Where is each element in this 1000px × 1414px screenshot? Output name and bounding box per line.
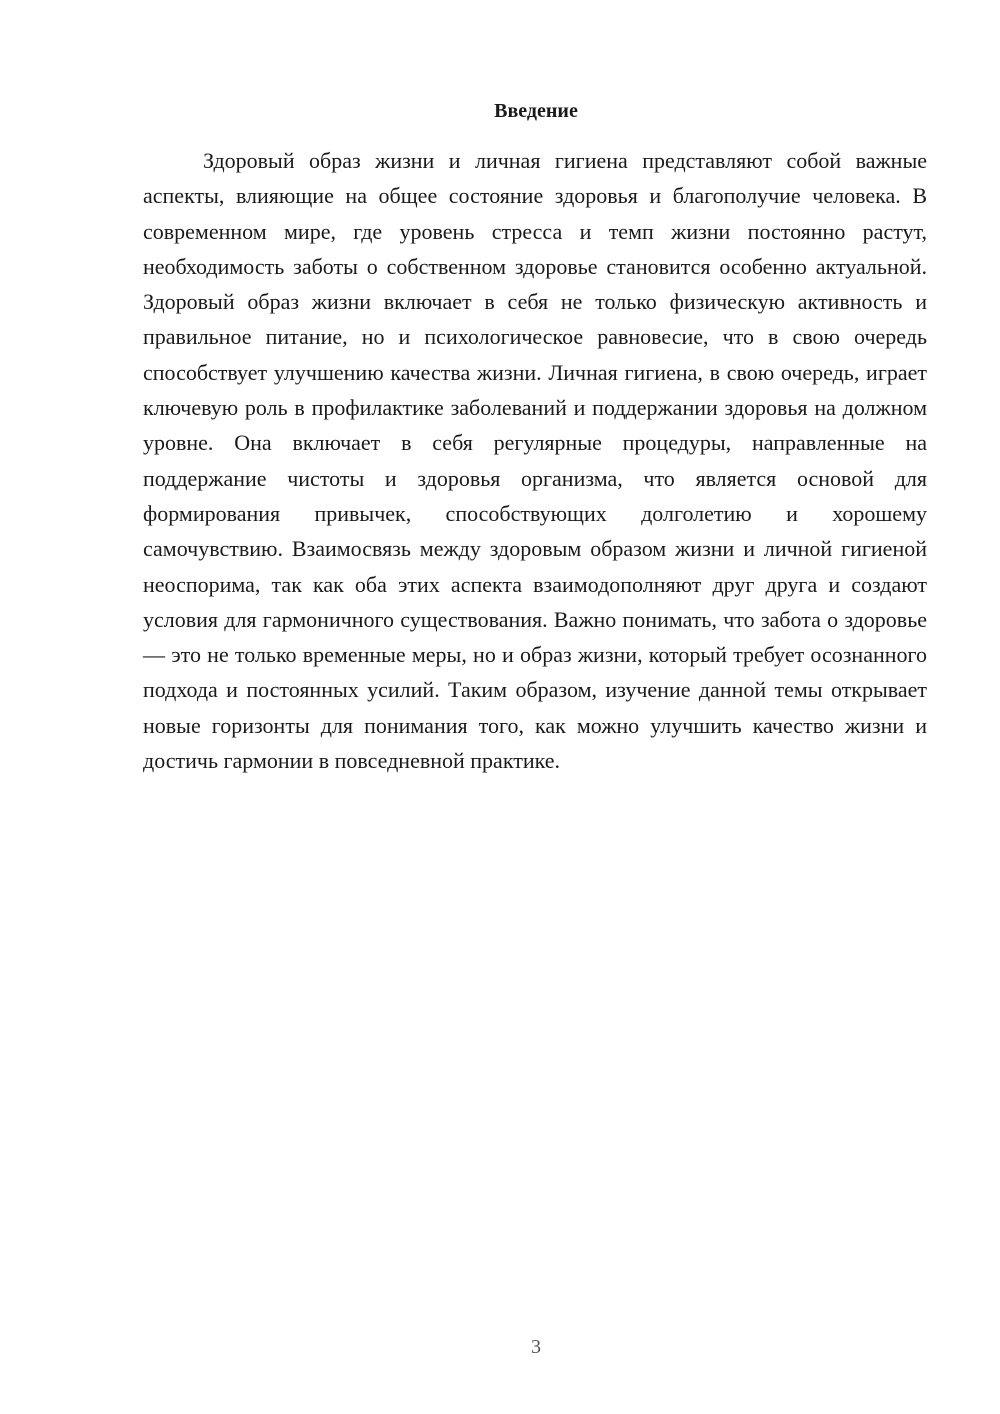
section-heading: Введение [494,100,578,122]
introduction-paragraph: Здоровый образ жизни и личная гигиена представляют собой важные аспекты, влияющие на общее состояние здоровья и благополучие человека. В современном мире, где уровень стресса и темп жизни постоянно растут, необходимость заботы о собственном здоровье становится особенно актуальной. Здоровый образ жизни включает в себя не только физическую активность и правильное питание, но и психологическое равновесие, что в свою очередь способствует улучшению качества жизни. Личная гигиена, в свою очередь, играет ключевую роль в профилактике заболеваний и поддержании здоровья на должном уровне. Она включает в себя регулярные процедуры, направленные на поддержание чистоты и здоровья организма, что является основой для формирования привычек, способствующих долголетию и хорошему самочувствию. Взаимосвязь между здоровым образом жизни и личной гигиеной неоспорима, так как оба этих аспекта взаимодополняют друг друга и создают условия для гармоничного существования. Важно понимать, что забота о здоровье — это не только временные меры, но и образ жизни, который требует осознанного подхода и постоянных усилий. Таким образом, изучение данной темы открывает новые горизонты для понимания того, как можно улучшить качество жизни и достичь гармонии в повседневной практике. [143,148,927,774]
page-number: 3 [531,1336,541,1358]
